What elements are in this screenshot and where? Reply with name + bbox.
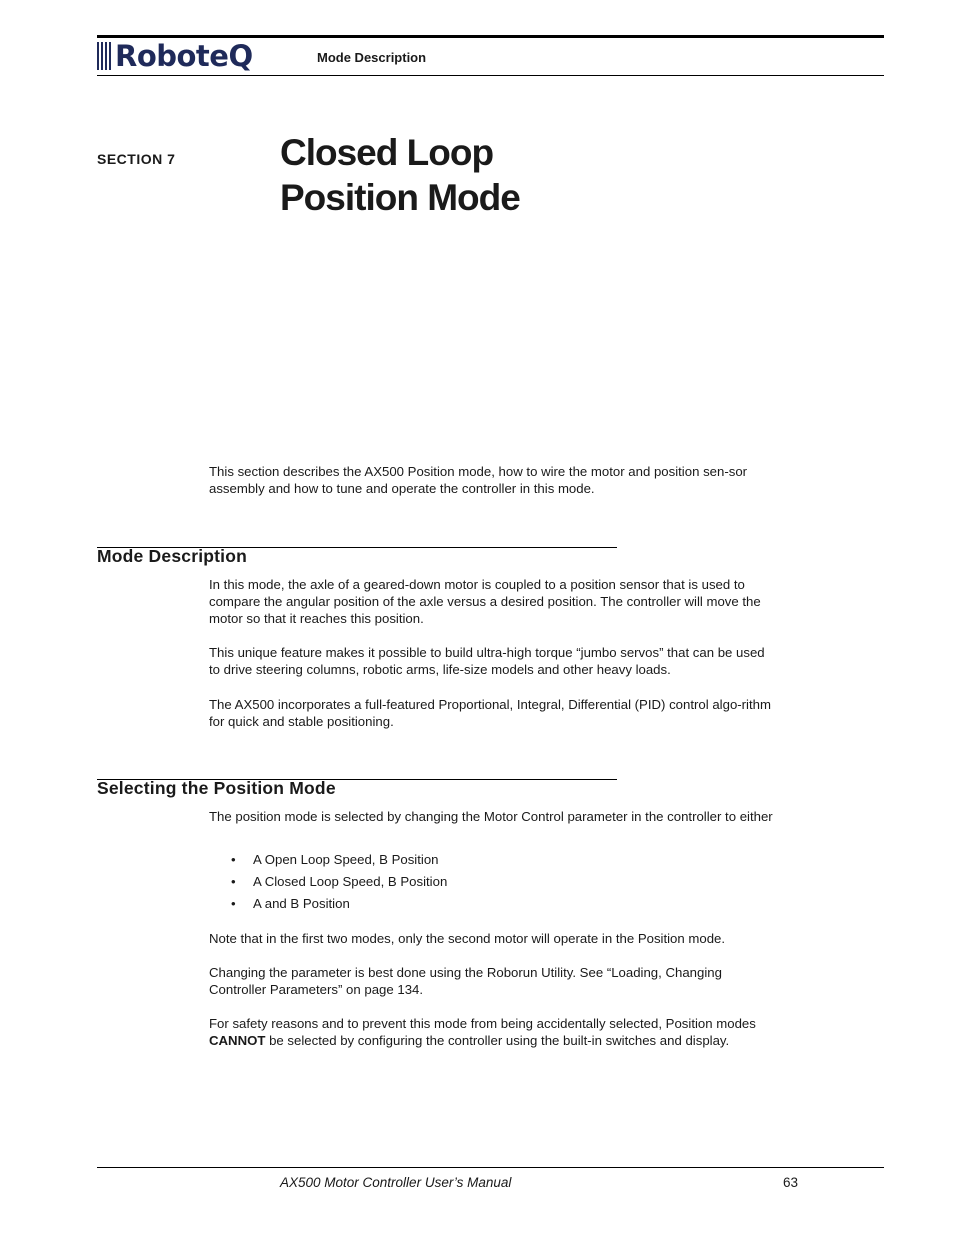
changing-paragraph: Changing the parameter is best done using the Roborun Utility. See “Loading, Changing Controller Parameters” on page 134. [209,965,722,997]
chapter-title-line-2: Position Mode [280,177,520,218]
footer-rule [97,1167,884,1168]
list-item: • A Closed Loop Speed, B Position [231,874,448,889]
bullet-icon: • [231,874,236,889]
list-item: • A Open Loop Speed, B Position [231,852,439,867]
bullet-icon: • [231,852,236,867]
chapter-title [280,130,520,220]
position-mode-list [209,851,447,917]
mode-description-paragraph: This unique feature makes it possible to build ultra-high torque “jumbo servos” that can be used to drive steering columns, robotic arms, life-size models and other heavy loads. [209,645,765,677]
footer-manual-title: AX500 Motor Controller User’s Manual [280,1175,512,1190]
bullet-icon: • [231,896,236,911]
safety-paragraph: For safety reasons and to prevent this mode from being accidentally selected, Position modes CANNOT be selected by configuring the controller using the built-in switches and display. [209,1016,756,1048]
roboteq-logo [97,40,253,72]
note-paragraph: Note that in the first two modes, only the second motor will operate in the Position mode. [209,931,726,946]
mode-description-heading: Mode Description [97,546,248,566]
selecting-heading: Selecting the Position Mode [97,778,336,798]
page-number: 63 [783,1175,799,1190]
logo-bars-icon [97,42,111,70]
chapter-title-line-1: Closed Loop [280,132,494,173]
section-label: SECTION 7 [97,151,176,167]
header-top-rule [97,35,884,38]
intro-paragraph: This section describes the AX500 Position mode, how to wire the motor and position sen-sor assembly and how to tune and operate the controller in this mode. [209,464,748,496]
running-header-title: Mode Description [317,50,427,65]
list-item: • A and B Position [231,896,350,911]
mode-description-paragraph: In this mode, the axle of a geared-down motor is coupled to a position sensor that is used to compare the angular position of the axle versus a desired position. The controller will move the motor so that it reaches this position. [209,577,761,626]
selecting-intro-paragraph: The position mode is selected by changing the Motor Control parameter in the controller to either [209,809,773,824]
mode-description-paragraph: The AX500 incorporates a full-featured Proportional, Integral, Differential (PID) control algo-rithm for quick and stable positioning. [209,697,771,729]
logo-text: RoboteQ [115,39,253,73]
cannot-emphasis: CANNOT [209,1033,266,1048]
header-bottom-rule [97,75,884,76]
